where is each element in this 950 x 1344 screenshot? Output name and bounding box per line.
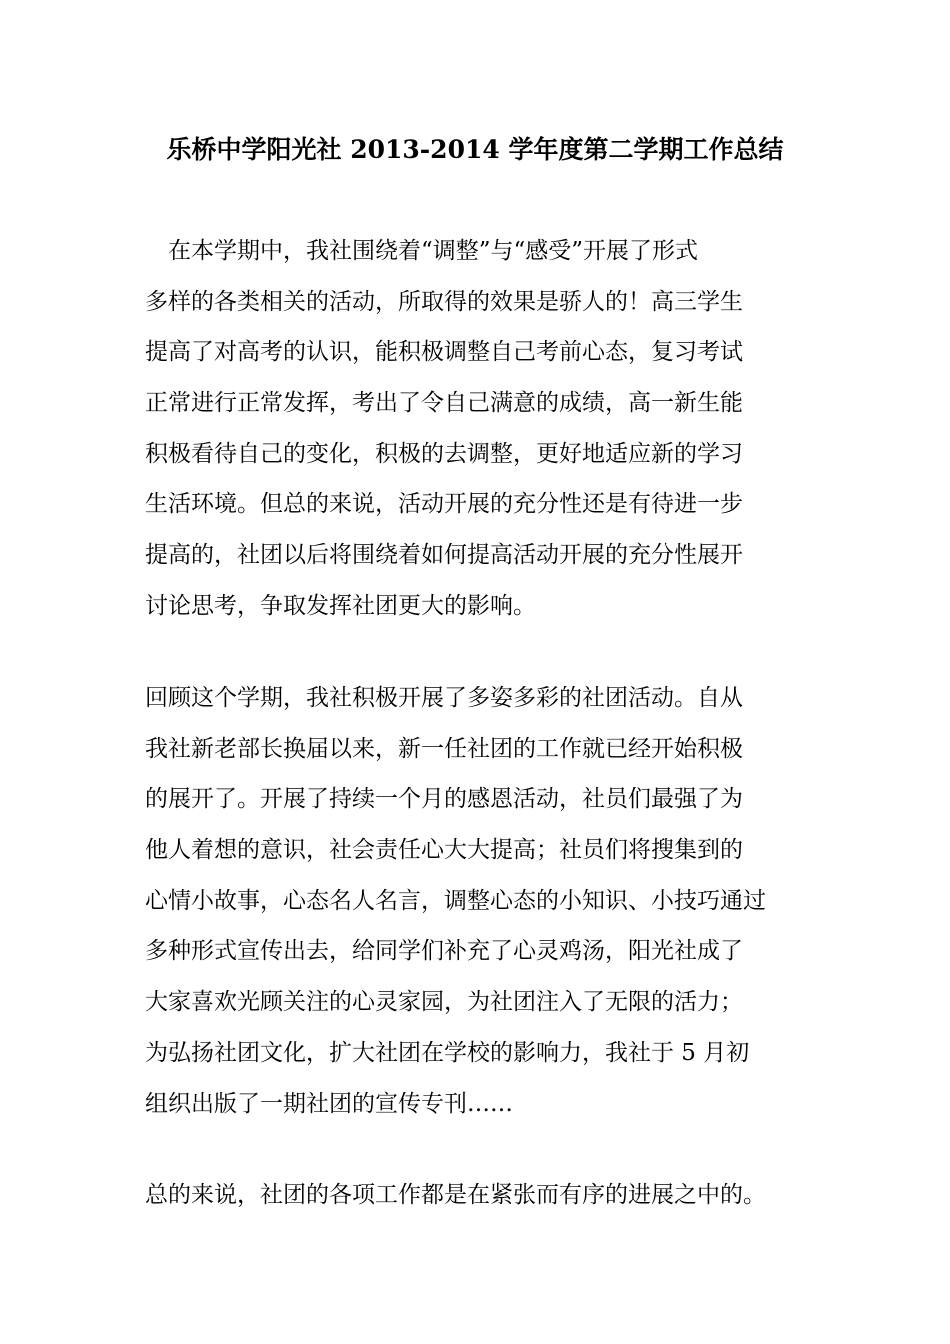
paragraph-line: 生活环境。但总的来说，活动开展的充分性还是有待进一步 [145, 491, 743, 518]
paragraph-line: 提高的，社团以后将围绕着如何提高活动开展的充分性展开 [145, 542, 743, 569]
paragraph-line: 大家喜欢光顾关注的心灵家园，为社团注入了无限的活力； [145, 989, 743, 1016]
paragraph-intro [145, 226, 825, 632]
paragraph-line: 提高了对高考的认识，能积极调整自己考前心态，复习考试 [145, 339, 743, 366]
paragraph-line: 在本学期中，我社围绕着“调整”与“感受”开展了形式 [145, 238, 699, 264]
paragraph-summary [145, 1170, 825, 1221]
paragraph-review [145, 673, 825, 1129]
paragraph-line: 讨论思考，争取发挥社团更大的影响。 [145, 592, 536, 619]
paragraph-line: 我社新老部长换届以来，新一任社团的工作就已经开始积极 [145, 735, 743, 762]
paragraph-line: 多种形式宣传出去，给同学们补充了心灵鸡汤，阳光社成了 [145, 938, 743, 965]
paragraph-line: 为弘扬社团文化，扩大社团在学校的影响力，我社于 5 月初 [145, 1039, 750, 1066]
paragraph-line: 他人着想的意识，社会责任心大大提高；社员们将搜集到的 [145, 837, 743, 864]
paragraph-line: 的展开了。开展了持续一个月的感恩活动，社员们最强了为 [145, 786, 743, 813]
paragraph-line: 多样的各类相关的活动，所取得的效果是骄人的！高三学生 [145, 288, 743, 315]
paragraph-line: 总的来说，社团的各项工作都是在紧张而有序的进展之中的。 [145, 1182, 766, 1208]
paragraph-line: 正常进行正常发挥，考出了令自己满意的成绩，高一新生能 [145, 390, 743, 417]
paragraph-line: 积极看待自己的变化，积极的去调整，更好地适应新的学习 [145, 440, 743, 467]
document-title: 乐桥中学阳光社 2013-2014 学年度第二学期工作总结 [166, 135, 784, 164]
paragraph-line: 心情小故事，心态名人名言，调整心态的小知识、小技巧通过 [145, 887, 766, 914]
paragraph-line: 回顾这个学期，我社积极开展了多姿多彩的社团活动。自从 [145, 685, 743, 711]
paragraph-line: 组织出版了一期社团的宣传专刊…… [145, 1090, 513, 1117]
